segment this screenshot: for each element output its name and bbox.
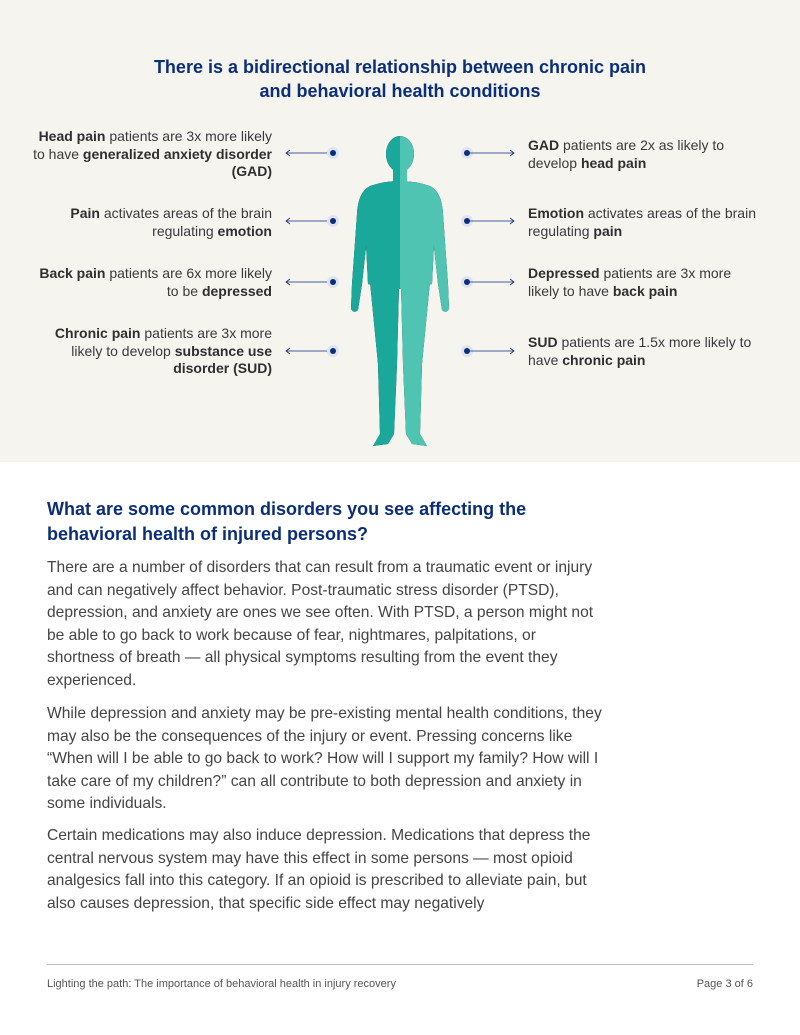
statement-emphasis: head pain xyxy=(580,154,647,171)
left-statement-4 xyxy=(32,325,272,378)
left-statement-1 xyxy=(32,128,272,181)
right-connector-1 xyxy=(458,146,518,160)
right-connector-3 xyxy=(458,275,518,289)
statement-emphasis: Back pain xyxy=(39,265,106,281)
statement-emphasis: Depressed xyxy=(528,265,600,281)
footer-divider xyxy=(47,964,753,965)
statement-emphasis: pain xyxy=(593,222,623,239)
left-statement-3 xyxy=(32,265,272,300)
infographic-title xyxy=(100,55,700,103)
footer-title: Lighting the path: The importance of behavioral health in injury recovery xyxy=(47,978,396,990)
title-line-2: and behavioral health conditions xyxy=(259,81,541,101)
heading-line-1: What are some common disorders you see affecting the xyxy=(47,499,527,519)
human-body-figure xyxy=(340,134,460,450)
statement-text: patients are 1.5x more likely to have xyxy=(528,334,752,368)
heading-line-2: behavioral health of injured persons? xyxy=(47,524,369,544)
right-connector-2 xyxy=(458,214,518,228)
statement-emphasis: depressed xyxy=(201,282,272,299)
left-statement-2 xyxy=(32,205,272,240)
right-statement-3 xyxy=(528,265,758,300)
statement-emphasis: back pain xyxy=(612,282,678,299)
right-connector-4 xyxy=(458,344,518,358)
statement-emphasis: Chronic pain xyxy=(54,325,141,341)
arrow-left-icon xyxy=(282,344,342,358)
statement-emphasis: SUD xyxy=(528,334,558,350)
arrow-left-icon xyxy=(282,275,342,289)
statement-text: patients are 3x more likely to develop xyxy=(71,325,272,359)
statement-text: patients are 3x more likely to have xyxy=(33,128,272,162)
infographic-panel xyxy=(0,0,800,462)
paragraph-3: Certain medications may also induce depression. Medications that depress the central nervous system may have this effect in some persons — most opioid analgesics fall into this category. If an opioid is prescribed to alleviate pain, but also causes depression, that specific side effect may negatively xyxy=(47,827,591,912)
statement-emphasis: substance use disorder (SUD) xyxy=(173,342,272,376)
statement-text: activates areas of the brain regulating xyxy=(528,205,756,239)
arrow-right-icon xyxy=(458,214,518,228)
left-connector-4 xyxy=(282,344,342,358)
statement-emphasis: Head pain xyxy=(38,128,106,144)
statement-emphasis: emotion xyxy=(217,222,272,239)
arrow-left-icon xyxy=(282,214,342,228)
left-connector-2 xyxy=(282,214,342,228)
page-number: Page 3 of 6 xyxy=(696,978,753,990)
section-heading xyxy=(47,497,607,547)
statement-emphasis: Emotion xyxy=(528,205,584,221)
statement-emphasis: GAD xyxy=(528,137,560,153)
arrow-right-icon xyxy=(458,146,518,160)
statement-emphasis: Pain xyxy=(70,205,100,221)
statement-text: activates areas of the brain regulating xyxy=(100,205,272,239)
statement-emphasis: generalized anxiety disorder (GAD) xyxy=(82,145,272,179)
right-statement-4 xyxy=(528,334,758,369)
arrow-left-icon xyxy=(282,146,342,160)
statement-emphasis: chronic pain xyxy=(562,351,646,368)
paragraph-2: While depression and anxiety may be pre-existing mental health conditions, they may also be the consequences of the injury or event. Pressing concerns like “When will I be able to go back to work? How will I support my family? How will I take care of my children?” can all contribute to both depression and anxiety in some individuals. xyxy=(47,705,602,812)
paragraph-1: There are a number of disorders that can result from a traumatic event or injury and can negatively affect behavior. Post-traumatic stress disorder (PTSD), depression, and anxiety are ones we see often. With PTSD, a person might not be able to go back to work because of fear, nightmares, palpitations, or shortness of breath — all physical symptoms resulting from the event they experienced. xyxy=(47,559,594,689)
arrow-right-icon xyxy=(458,275,518,289)
right-statement-1 xyxy=(528,137,758,172)
statement-text: patients are 2x as likely to develop xyxy=(528,137,725,171)
statement-text: patients are 3x more likely to have xyxy=(528,265,732,299)
human-body-icon xyxy=(340,134,460,450)
right-statement-2 xyxy=(528,205,758,240)
left-connector-3 xyxy=(282,275,342,289)
statement-text: patients are 6x more likely to be xyxy=(105,265,272,299)
arrow-right-icon xyxy=(458,344,518,358)
title-line-1: There is a bidirectional relationship between chronic pain xyxy=(153,57,647,77)
left-connector-1 xyxy=(282,146,342,160)
